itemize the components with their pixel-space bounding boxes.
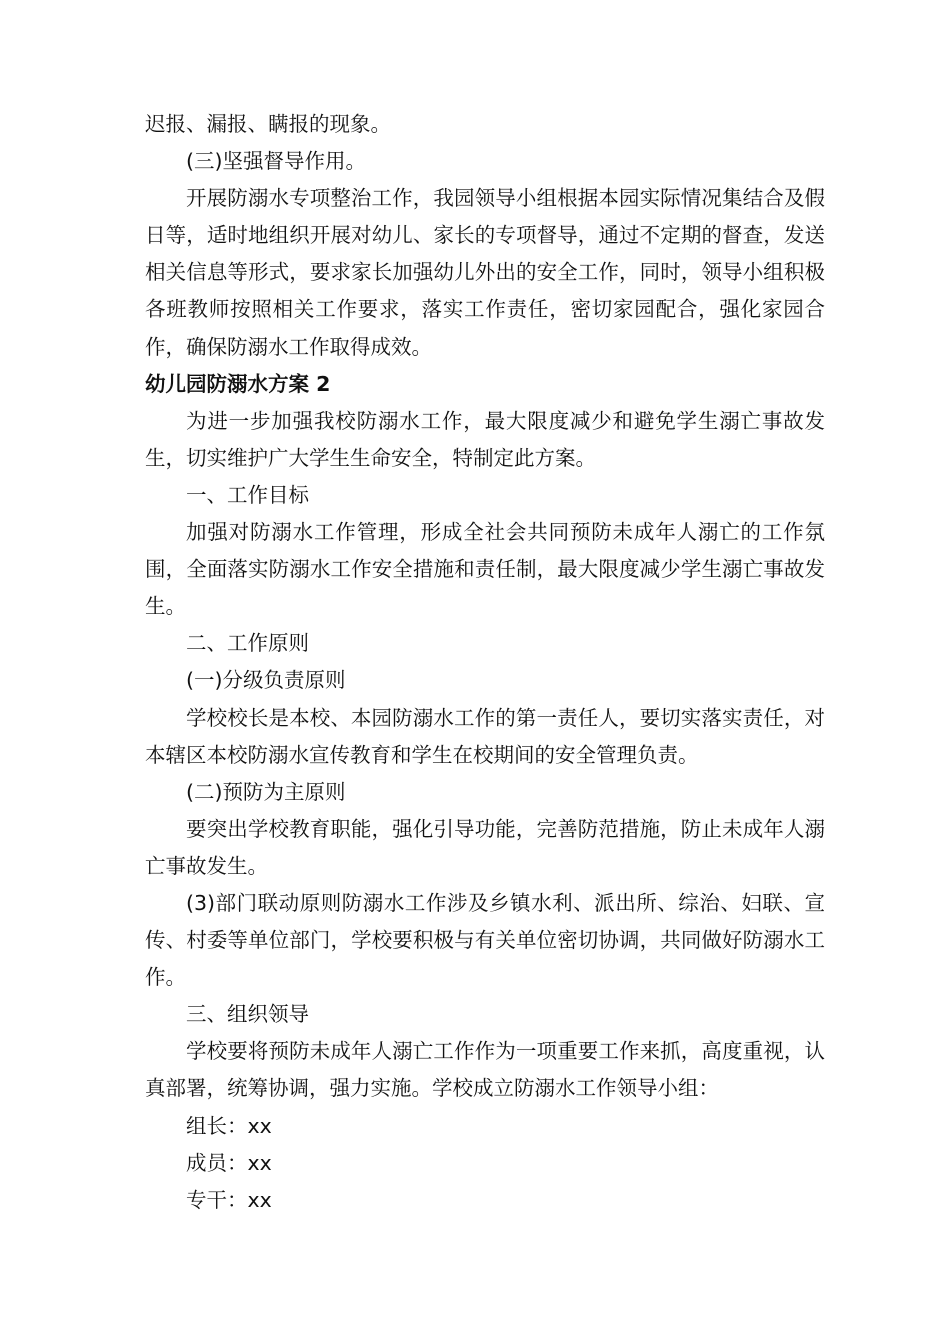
group-leader: 组长：xx <box>186 1113 272 1138</box>
subheading-organization: 三、组织领导 <box>186 1002 309 1027</box>
subheading-principles: 二、工作原则 <box>186 631 309 656</box>
paragraph-principle-3: (3)部门联动原则防溺水工作涉及乡镇水利、派出所、综治、妇联、宣传、村委等单位部门，学校要积极与有关单位密切协调，共同做好防溺水工作。 <box>145 890 825 990</box>
paragraph-intro: 为进一步加强我校防溺水工作，最大限度减少和避免学生溺亡事故发生，切实维护广大学生生命安全，特制定此方案。 <box>145 408 825 470</box>
paragraph-supervision-body: 开展防溺水专项整治工作，我园领导小组根据本园实际情况集结合及假日等，适时地组织开展对幼儿、家长的专项督导，通过不定期的督查，发送相关信息等形式，要求家长加强幼儿外出的安全工作，同时，领导小组积极各班教师按照相关工作要求，落实工作责任，密切家园配合，强化家园合作，确保防溺水工作取得成效。 <box>145 186 825 359</box>
group-members: 成员：xx <box>186 1150 272 1175</box>
paragraph-goals-body: 加强对防溺水工作管理，形成全社会共同预防未成年人溺亡的工作氛围，全面落实防溺水工作安全措施和责任制，最大限度减少学生溺亡事故发生。 <box>145 520 825 619</box>
paragraph-principle-2-body: 要突出学校教育职能，强化引导功能，完善防范措施，防止未成年人溺亡事故发生。 <box>145 816 825 878</box>
subheading-principle-2: (二)预防为主原则 <box>186 779 346 804</box>
subheading-supervision: (三)坚强督导作用。 <box>186 149 366 174</box>
paragraph-principle-1-body: 学校校长是本校、本园防溺水工作的第一责任人，要切实落实责任，对本辖区本校防溺水宣传教育和学生在校期间的安全管理负责。 <box>145 705 825 767</box>
group-specialist: 专干：xx <box>186 1187 272 1212</box>
paragraph-organization-body: 学校要将预防未成年人溺亡工作作为一项重要工作来抓，高度重视，认真部署，统筹协调，强力实施。学校成立防溺水工作领导小组： <box>145 1039 825 1101</box>
section-title: 幼儿园防溺水方案 2 <box>145 371 331 396</box>
subheading-principle-1: (一)分级负责原则 <box>186 668 346 693</box>
subheading-goals: 一、工作目标 <box>186 482 309 507</box>
paragraph-continuation: 迟报、漏报、瞒报的现象。 <box>145 112 391 136</box>
document-page <box>145 106 825 1219</box>
